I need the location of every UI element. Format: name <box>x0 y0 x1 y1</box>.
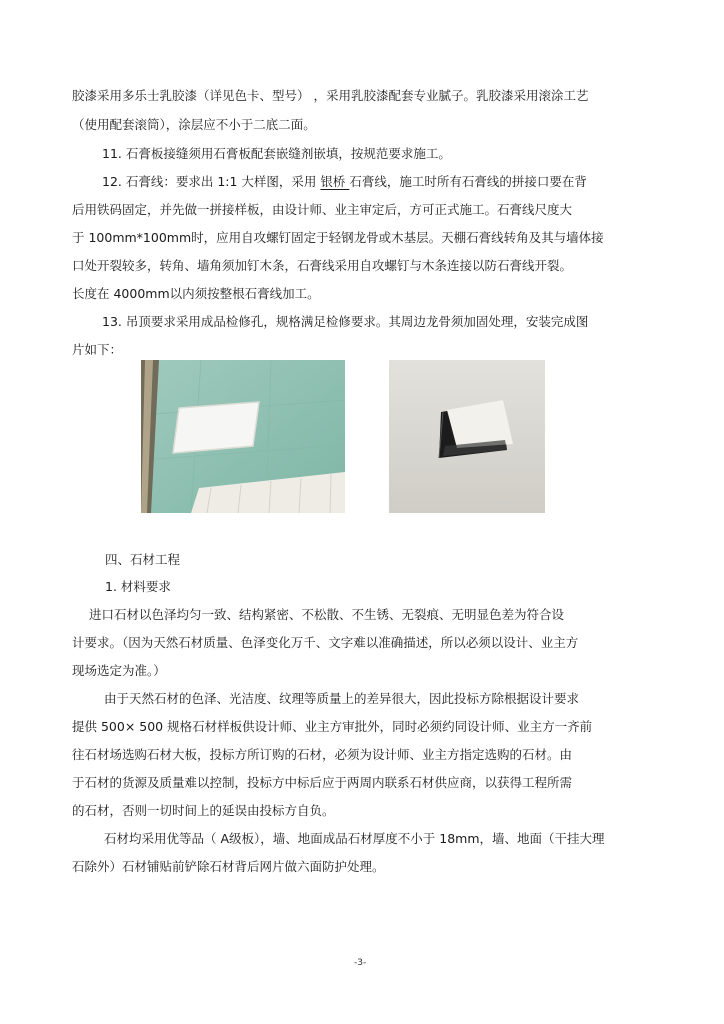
ceiling-photo-1-image <box>141 360 345 513</box>
paragraph-line: 石材均采用优等品（ A级板），墙、地面成品石材厚度不小于 18mm，墙、地面（干挂大理 <box>104 831 605 846</box>
paragraph-line: 于 100mm*100mm时，应用自攻螺钉固定于轻钢龙骨或木基层。天棚石膏线转角及其与墙体接 <box>72 230 604 245</box>
paragraph-line: 石除外）石材铺贴前铲除石材背后网片做六面防护处理。 <box>72 859 385 874</box>
paragraph-line: 后用铁码固定，并先做一拼接样板，由设计师、业主审定后，方可正式施工。石膏线尺度大 <box>72 202 573 217</box>
paragraph-line: 胶漆采用多乐士乳胶漆（详见色卡、型号） ，采用乳胶漆配套专业腻子。乳胶漆采用滚涂工艺 <box>72 88 589 103</box>
ceiling-photo-2 <box>389 360 545 513</box>
paragraph-line: 于石材的货源及质量难以控制，投标方中标后应于两周内联系石材供应商，以获得工程所需 <box>72 775 573 790</box>
page-number: -3- <box>354 958 367 968</box>
paragraph-line: 进口石材以色泽均匀一致、结构紧密、不松散、不生锈、无裂痕、无明显色差为符合设 <box>89 607 565 622</box>
text-span: 12. 石膏线：要求出 1:1 大样图，采用 <box>102 174 321 189</box>
paragraph-line: 口处开裂较多，转角、墙角须加钉木条，石膏线采用自攻螺钉与木条连接以防石膏线开裂。 <box>72 258 573 273</box>
paragraph-line: 提供 500× 500 规格石材样板供设计师、业主方审批外，同时必须约同设计师、业主方一齐前 <box>72 719 593 734</box>
section-heading: 四、石材工程 <box>105 552 181 567</box>
paragraph-line: 的石材，否则一切时间上的延误由投标方自负。 <box>72 803 335 818</box>
subsection-heading: 1. 材料要求 <box>105 579 171 594</box>
paragraph-line <box>102 174 587 190</box>
paragraph-line: 现场选定为准。） <box>72 663 166 678</box>
paragraph-line: 往石材场选购石材大板，投标方所订购的石材，必须为设计师、业主方指定选购的石材。由 <box>72 747 573 762</box>
paragraph-line: 由于天然石材的色泽、光洁度、纹理等质量上的差异很大，因此投标方除根据设计要求 <box>104 691 580 706</box>
paragraph-line: 13. 吊顶要求采用成品检修孔，规格满足检修要求。其周边龙骨须加固处理，安装完成图 <box>102 314 589 329</box>
text-span: 石膏线，施工时所有石膏线的拼接口要在背 <box>349 174 587 189</box>
paragraph-line: 片如下： <box>72 342 123 357</box>
paragraph-line: 长度在 4000mm以内须按整根石膏线加工。 <box>72 286 320 301</box>
paragraph-line: 11. 石膏板接缝须用石膏板配套嵌缝剂嵌填，按规范要求施工。 <box>102 146 451 161</box>
ceiling-photo-2-image <box>389 360 545 513</box>
paragraph-line: （使用配套滚筒），涂层应不小于二底二面。 <box>72 117 316 132</box>
brand-name: 银桥 <box>320 174 350 189</box>
ceiling-photo-1 <box>141 360 345 513</box>
paragraph-line: 计要求。（因为天然石材质量、色泽变化万千、文字难以准确描述，所以必须以设计、业主方 <box>72 635 579 650</box>
